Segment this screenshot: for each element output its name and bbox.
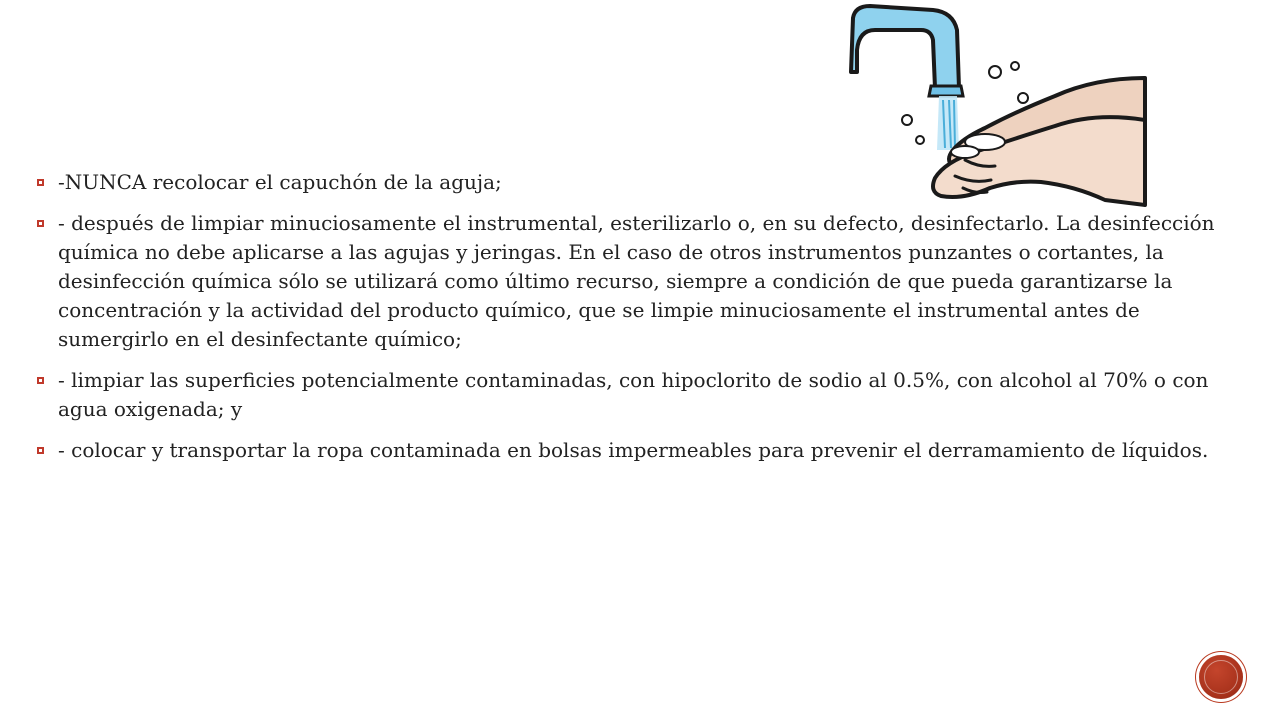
bullet-marker-icon	[37, 179, 44, 186]
bullet-list	[58, 168, 1248, 477]
list-item-text: -NUNCA recolocar el capuchón de la aguja;	[58, 170, 502, 194]
list-item-text: - después de limpiar minuciosamente el instrumental, esterilizarlo o, en su defecto, desinfectarlo. La desinfección química no debe aplicarse a las agujas y jeringas. En el caso de otros instrumentos punzantes o cortantes, la desinfección química sólo se utilizará como último recurso, siempre a condición de que pueda garantizarse la concentración y la actividad del producto químico, que se limpie minuciosamente el instrumental antes de sumergirlo en el desinfectante químico;	[58, 211, 1215, 351]
list-item	[58, 436, 1248, 465]
list-item	[58, 209, 1248, 354]
slide-nav-button[interactable]	[1199, 655, 1243, 699]
list-item	[58, 366, 1248, 424]
nav-button-ring-icon	[1204, 660, 1238, 694]
list-item	[58, 168, 1248, 197]
list-item-text: - colocar y transportar la ropa contaminada en bolsas impermeables para prevenir el derramamiento de líquidos.	[58, 438, 1209, 462]
bullet-marker-icon	[37, 377, 44, 384]
bullet-marker-icon	[37, 220, 44, 227]
bullet-marker-icon	[37, 447, 44, 454]
list-item-text: - limpiar las superficies potencialmente contaminadas, con hipoclorito de sodio al 0.5%, con alcohol al 70% o con agua oxigenada; y	[58, 368, 1209, 421]
